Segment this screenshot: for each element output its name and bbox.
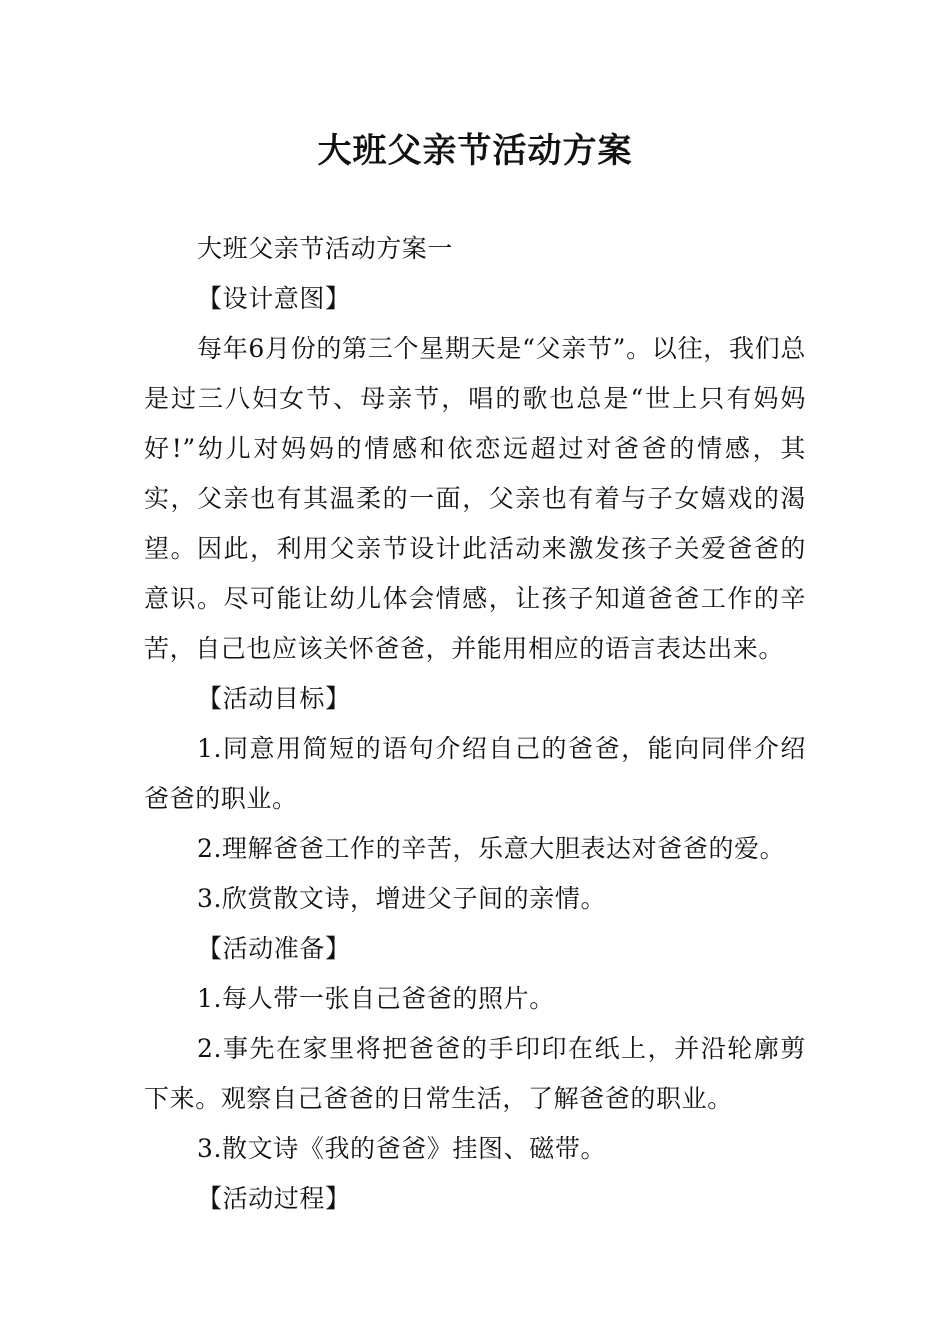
heading-activity-goals: 【活动目标】 xyxy=(197,684,351,713)
paragraph-design-intent: 每年6月份的第三个星期天是“父亲节”。以往，我们总是过三八妇女节、母亲节，唱的歌也总是“世上只有妈妈好!”幼儿对妈妈的情感和依恋远超过对爸爸的情感，其实，父亲也有其温柔的一面，父亲也有着与子女嬉戏的渴望。因此，利用父亲节设计此活动来激发孩子关爱爸爸的意识。尽可能让幼儿体会情感，让孩子知道爸爸工作的辛苦，自己也应该关怀爸爸，并能用相应的语言表达出来。 xyxy=(144,334,806,663)
heading-activity-preparation: 【活动准备】 xyxy=(197,934,351,963)
goal-item-1: 1.同意用简短的语句介绍自己的爸爸，能向同伴介绍爸爸的职业。 xyxy=(144,734,806,813)
heading-design-intent: 【设计意图】 xyxy=(197,284,351,313)
preparation-item-2: 2.事先在家里将把爸爸的手印印在纸上，并沿轮廓剪下来。观察自己爸爸的日常生活，了解爸爸的职业。 xyxy=(144,1034,806,1113)
preparation-item-1: 1.每人带一张自己爸爸的照片。 xyxy=(197,984,555,1013)
goal-item-2: 2.理解爸爸工作的辛苦，乐意大胆表达对爸爸的爱。 xyxy=(197,834,786,863)
heading-activity-process: 【活动过程】 xyxy=(197,1184,351,1213)
goal-item-3: 3.欣赏散文诗，增进父子间的亲情。 xyxy=(197,884,607,913)
document-body xyxy=(144,224,806,1224)
document-title: 大班父亲节活动方案 xyxy=(317,131,633,171)
section-subtitle: 大班父亲节活动方案一 xyxy=(197,234,454,263)
preparation-item-3: 3.散文诗《我的爸爸》挂图、磁带。 xyxy=(197,1134,607,1163)
